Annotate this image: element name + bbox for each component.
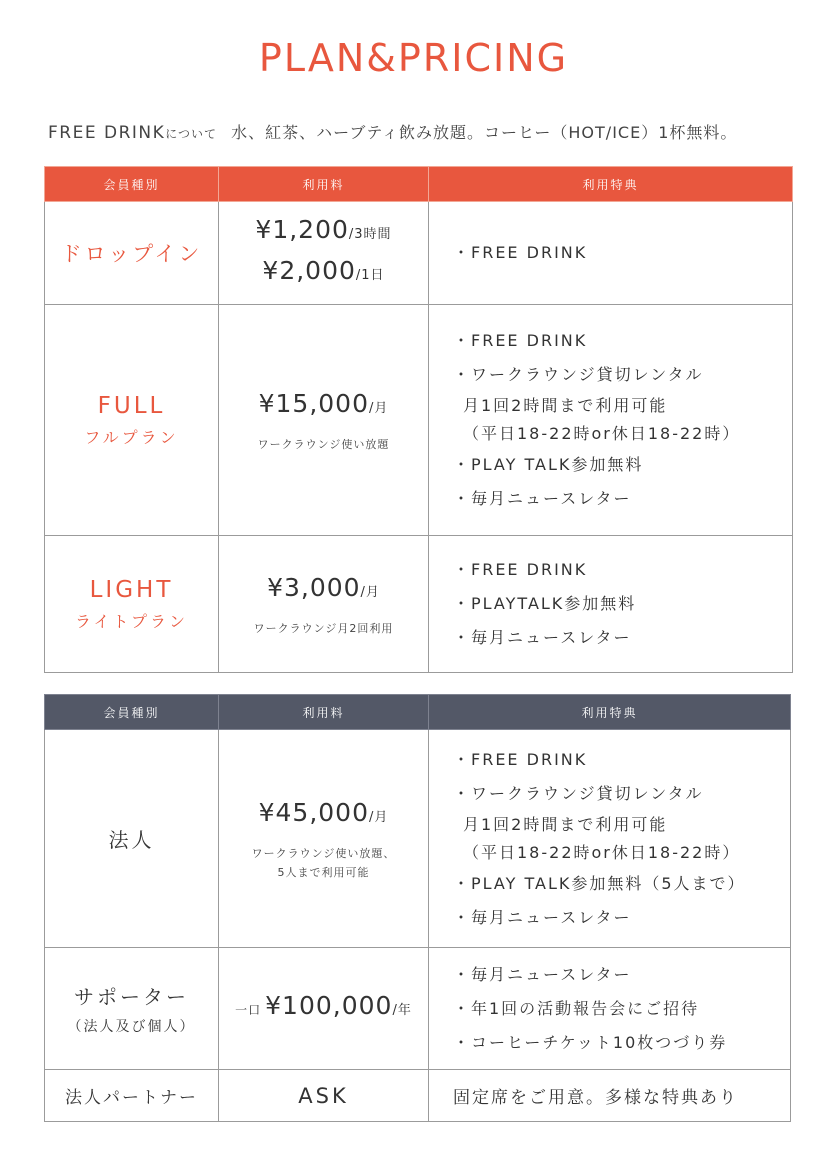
note-label-suffix: について [165,127,218,141]
header-fee: 利用料 [219,695,429,730]
plan-name-dropin: ドロップイン [60,242,203,266]
table-row [45,730,791,948]
table-header-row [45,695,791,730]
price-note-line: ワークラウンジ使い放題、 [251,847,396,860]
plan-cell [45,202,219,305]
plan-subname-light: ライトプラン [74,611,189,631]
plan-cell [45,1070,219,1122]
price-note: ワークラウンジ月2回利用 [253,622,394,635]
header-fee: 利用料 [219,167,429,202]
header-benefits: 利用特典 [429,695,791,730]
benefit-item: ・ワークラウンジ貸切レンタル [453,365,704,384]
price-unit: /年 [392,1003,412,1018]
benefit-item: ・毎月ニュースレター [453,907,632,927]
plan-subname-full: フルプラン [84,427,179,447]
price-unit: /月 [360,585,380,600]
plan-name-supporter: サポーター [74,985,189,1009]
benefits-cell [429,305,793,536]
individual-plan-table [44,166,793,673]
price-note [219,844,428,882]
price-unit: /3時間 [348,227,392,242]
benefits-cell [429,730,791,948]
price-unit: /1日 [355,268,385,283]
benefits-cell [429,1070,791,1122]
plan-cell [45,305,219,536]
plan-name-partner: 法人パートナー [65,1088,198,1108]
price-line [219,795,428,836]
benefit-item: ・毎月ニュースレター [453,489,632,508]
free-drink-note [48,120,808,143]
benefit-item: ・FREE DRINK [453,243,588,262]
benefit-item: 固定席をご用意。多様な特典あり [453,1088,738,1108]
price-line [219,988,428,1029]
price-cell [219,536,429,673]
price-line [219,253,428,294]
price-amount: ¥15,000 [258,389,369,418]
header-member-type: 会員種別 [45,695,219,730]
benefit-item: ・PLAY TALK参加無料（5人まで） [453,873,746,893]
benefits-cell [429,536,793,673]
benefit-item: ・PLAYTALK参加無料 [453,594,637,613]
benefit-item: ・毎月ニュースレター [453,628,632,647]
price-cell [219,1070,429,1122]
price-amount: ¥3,000 [267,573,361,602]
price-amount: ¥1,200 [255,215,349,244]
price-amount: ¥45,000 [258,798,369,827]
table-header-row [45,167,793,202]
price-cell [219,730,429,948]
plan-name-full: FULL [97,392,166,419]
page-title: PLAN&PRICING [258,36,569,80]
table-row [45,948,791,1070]
benefit-item-detail: （平日18-22時or休日18-22時） [463,424,741,443]
benefit-item: ・FREE DRINK [453,749,588,769]
price-unit: /月 [369,401,389,416]
benefit-item: ・毎月ニュースレター [453,964,632,984]
price-ask: ASK [298,1083,349,1108]
plan-name-light: LIGHT [89,576,174,603]
plan-cell [45,948,219,1070]
price-line [219,212,428,253]
benefit-item: ・コーヒーチケット10枚つづり券 [453,1032,728,1052]
table-row [45,305,793,536]
price-cell [219,202,429,305]
plan-subname-supporter: （法人及び個人） [67,1019,196,1035]
corporate-plan-table [44,694,791,1122]
table-row [45,202,793,305]
benefit-item: ・FREE DRINK [453,560,588,579]
price-unit: /月 [369,810,389,825]
benefit-item-detail: 月1回2時間まで利用可能 [463,814,668,834]
plan-cell [45,536,219,673]
price-line [219,570,428,611]
price-amount: ¥100,000 [265,991,393,1020]
plan-name-corporate: 法人 [108,828,155,852]
note-label: FREE DRINK [48,123,166,143]
price-cell [219,305,429,536]
benefit-item-detail: 月1回2時間まで利用可能 [463,396,668,415]
benefit-item: ・FREE DRINK [453,331,588,350]
price-line [219,386,428,427]
plan-cell [45,730,219,948]
benefit-item: ・年1回の活動報告会にご招待 [453,998,700,1018]
header-benefits: 利用特典 [429,167,793,202]
price-cell [219,948,429,1070]
price-note-line: 5人まで利用可能 [277,866,370,879]
price-amount: ¥2,000 [262,256,356,285]
benefits-cell [429,202,793,305]
benefits-cell [429,948,791,1070]
benefit-item: ・ワークラウンジ貸切レンタル [453,783,704,803]
benefit-item-detail: （平日18-22時or休日18-22時） [463,842,741,862]
note-text: 水、紅茶、ハーブティ飲み放題。コーヒー（HOT/ICE）1杯無料。 [231,123,738,142]
price-prefix: 一口 [235,1003,262,1017]
benefit-item: ・PLAY TALK参加無料 [453,455,644,474]
table-row [45,1070,791,1122]
price-note: ワークラウンジ使い放題 [257,438,390,451]
header-member-type: 会員種別 [45,167,219,202]
table-row [45,536,793,673]
